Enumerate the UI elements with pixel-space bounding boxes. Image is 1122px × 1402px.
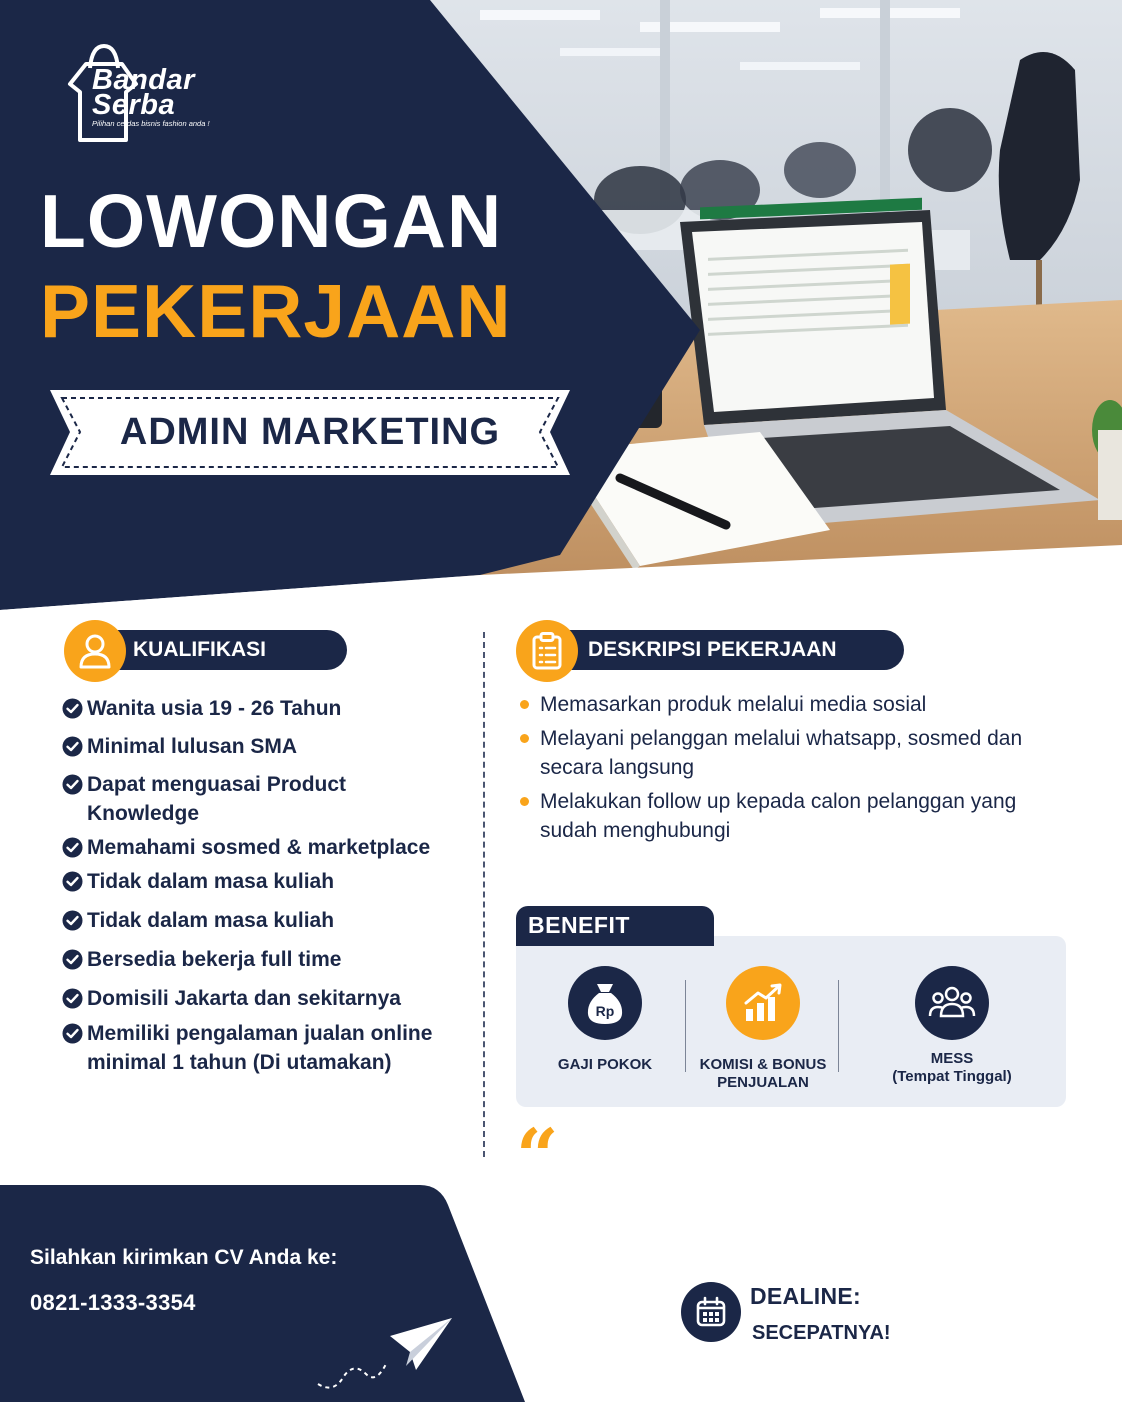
contact-phone: 0821-1333-3354 [30, 1290, 196, 1315]
benefit-item-salary [540, 966, 670, 1074]
money-bag-icon [568, 966, 642, 1040]
benefit-label-line1: MESS [930, 1050, 974, 1067]
list-item [62, 945, 487, 974]
benefit-separator [685, 980, 686, 1072]
check-circle-icon [62, 988, 83, 1009]
check-circle-icon [62, 774, 83, 795]
benefit-item-commission [693, 966, 833, 1092]
list-item [520, 690, 1060, 719]
benefit-label-line2: PENJUALAN [717, 1074, 809, 1091]
bullet-dot-icon [520, 734, 529, 743]
check-circle-icon [62, 949, 83, 970]
check-circle-icon [62, 871, 83, 892]
description-text: Memasarkan produk melalui media sosial [540, 693, 927, 716]
growth-chart-icon [726, 966, 800, 1040]
calendar-icon [681, 1282, 741, 1342]
benefit-label-line1: KOMISI & BONUS [699, 1056, 827, 1073]
description-text: Melakukan follow up kepada calon pelanggan yang sudah menghubungi [540, 790, 1017, 842]
qualification-text: Domisili Jakarta dan sekitarnya [87, 987, 401, 1010]
list-item [62, 1019, 487, 1077]
qualification-text: Bersedia bekerja full time [87, 948, 342, 971]
benefit-label: GAJI POKOK [557, 1056, 653, 1073]
deadline-value: SECEPATNYA! [752, 1322, 891, 1344]
list-item [62, 732, 487, 761]
cv-instruction: Silahkan kirimkan CV Anda ke: [30, 1246, 338, 1269]
user-icon [64, 620, 126, 682]
check-circle-icon [62, 837, 83, 858]
qualification-text: Tidak dalam masa kuliah [87, 870, 335, 893]
qualifications-header [95, 630, 347, 670]
benefit-label [693, 1056, 833, 1092]
list-item [520, 724, 1060, 782]
list-item [62, 694, 487, 723]
check-circle-icon [62, 698, 83, 719]
headline-line1: LOWONGAN [40, 179, 503, 263]
deadline-label: DEALINE: [750, 1283, 862, 1309]
bullet-dot-icon [520, 797, 529, 806]
description-title: DESKRIPSI PEKERJAAN [588, 638, 837, 661]
money-bag-currency: Rp [595, 1003, 615, 1019]
qualifications-list [62, 694, 487, 1077]
brand-name-line2: Serba [92, 89, 176, 121]
qualifications-title: KUALIFIKASI [133, 638, 266, 661]
position-title: ADMIN MARKETING [119, 411, 501, 453]
qualification-text: Wanita usia 19 - 26 Tahun [87, 697, 342, 720]
list-item [62, 770, 487, 828]
check-circle-icon [62, 736, 83, 757]
benefit-label [872, 1050, 1032, 1086]
description-text: Melayani pelanggan melalui whatsapp, sosmed dan secara langsung [540, 727, 1023, 779]
brand-tagline: Pilihan cerdas bisnis fashion anda ! [92, 119, 210, 128]
brand-name-line1: Bandar [92, 64, 195, 96]
benefit-label-line2: (Tempat Tinggal) [892, 1068, 1012, 1085]
column-divider [483, 632, 485, 1157]
list-item [62, 867, 487, 896]
benefit-separator [838, 980, 839, 1072]
benefit-item-mess [872, 966, 1032, 1086]
description-list [520, 690, 1060, 850]
paper-plane-icon [314, 1314, 459, 1394]
qualification-text: Memahami sosmed & marketplace [87, 836, 431, 859]
headline-line2: PEKERJAAN [40, 269, 512, 353]
list-item [62, 833, 487, 862]
headline [40, 176, 512, 356]
description-header [548, 630, 904, 670]
check-circle-icon [62, 910, 83, 931]
people-group-icon [915, 966, 989, 1040]
list-item [62, 906, 487, 935]
quote-mark-icon: “ [516, 1114, 559, 1200]
list-item [62, 984, 487, 1013]
bullet-dot-icon [520, 700, 529, 709]
qualification-text: Memiliki pengalaman jualan online minimal 1 tahun (Di utamakan) [87, 1022, 433, 1074]
qualification-text: Dapat menguasai Product Knowledge [87, 773, 347, 825]
brand-name [92, 64, 195, 121]
list-item [520, 787, 1060, 845]
benefit-title: BENEFIT [516, 906, 714, 946]
qualification-text: Minimal lulusan SMA [87, 735, 298, 758]
clipboard-checklist-icon [516, 620, 578, 682]
qualification-text: Tidak dalam masa kuliah [87, 909, 335, 932]
check-circle-icon [62, 1023, 83, 1044]
